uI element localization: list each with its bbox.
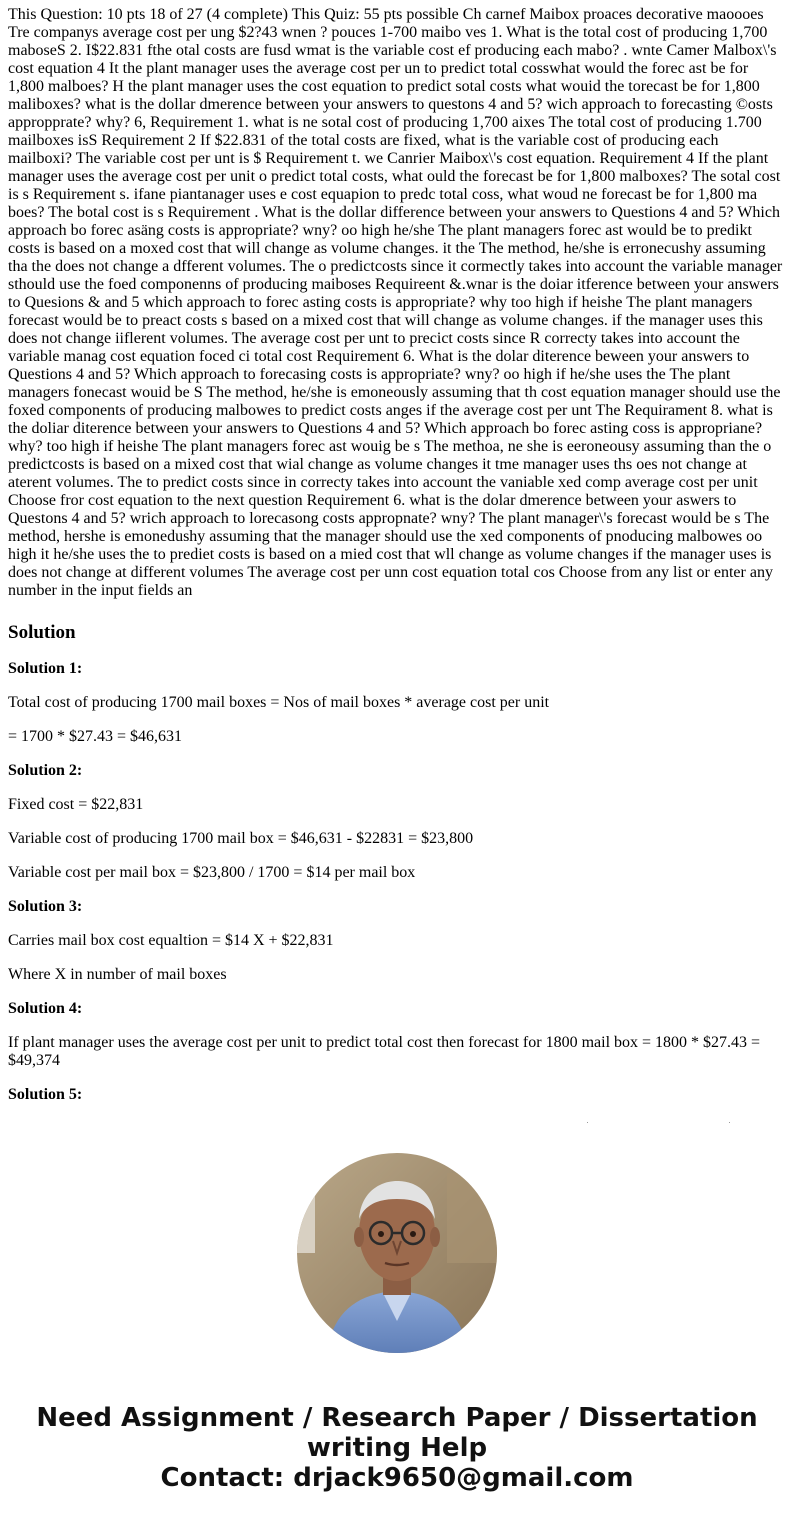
footer-contact-email: Contact: drjack9650@gmail.com xyxy=(160,1463,634,1493)
image-edge-dot xyxy=(729,1122,730,1123)
solution-4-title: Solution 4: xyxy=(8,1000,83,1017)
solution-1-line-2: = 1700 * $27.43 = $46,631 xyxy=(8,728,183,745)
question-text: This Question: 10 pts 18 of 27 (4 complete) This Quiz: 55 pts possible Ch carnef Maibox proaces decorative maoooes Tre companys average cost per ung $2?43 wnen ? pouces 1-700 maibo ves 1. What is the total cost of producing 1,700 maboseS 2. I$22.831 fthe otal costs are fusd wmat is the variable cost ef producing each mabo? . wnte Camer Malbox\'s cost equation 4 It the plant manager uses the average cost per un to predict total cosswhat would the forec ast be for 1,800 malboes? H the plant manager uses the cost equation to predict sotal costs what wouid the torecast be for 1,800 maliboxes? what is the dollar dmerence between your answers to questons 4 and 5? wich approach to forecasting ©osts appropprate? why? 6, Requirement 1. what is ne sotal cost of producing 1,700 aixes The total cost of producing 1.700 mailboxes isS Requirement 2 If $22.831 of the total costs are fixed, what is the variable cost of producing each mailboxi? The variable cost per unt is $ Requirement t. we Canrier Maibox\'s cost equation. Requirement 4 If the plant manager uses the average cost per unit o predict total costs, what ould the forecast be for 1,800 malboxes? The sotal cost is s Requirement s. ifane piantanager uses e cost equapion to predc total coss, what woud ne forecast be for 1,800 ma boes? The botal cost is s Requirement . What is the dollar difference between your answers to Questions 4 and 5? Which approach bo forec asäng costs is appropriate? wny? oo high he/she The plant managers forec ast would be to predikt costs is based on a moxed cost that will change as volume changes. it the The method, he/she is erronecushy assuming tha the does not change a dfferent volumes. The o predictcosts since it cormectly takes into account the variable manager sthould use the foed componenns of producing maiboses Requireent &.wnar is the doiar itference between your answers to Quesions & and 5 which approach to forec asting costs is appropriate? why too high if heishe The plant managers forecast would be to preact costs s based on a mixed cost that will change as volume changes. if the manager uses this does not change iiflerent volumes. The average cost per unt to precict costs since R correcty takes into account the variable manag cost equation foced ci total cost Requirement 6. What is the dolar diterence beween your answers to Questions 4 and 5? Which approach to forecasing costs is appropriate? wny? oo high if he/she uses the The plant managers fonecast wouid be S The method, he/she is emoneously assuming that th cost equation manager should use the foxed components of producing malbowes to predict costs anges if the average cost per unt The Requirament 8. what is the doliar diterence between your answers to Questions 4 and 5? Which approach bo forec asting coss is appropriane? why? too high if heishe The plant managers forec ast wouig be s The methoa, ne she is eeroneousy assuming than the o predictcosts is based on a mixed cost that wial change as volume changes it tme manager uses ths oes not change at aterent volumes. The to predict costs since in correcty takes into account the vaniable xed comp average cost per unit Choose fror cost equation to the next question Requirement 6. what is the dolar dmerence between your aswers to Questons 4 and 5? wrich approach to lorecasong costs appropnate? wny? The plant manager\'s forecast would be s The method, hershe is emonedushy assuming that the manager should use the xed components of pnoducing malbowes oo high it he/she uses the to prediet costs is based on a mied cost that wll change as volume changes if the manager uses is does not change at different volumes The average cost per unn cost equation total cos Choose from any list or enter any number in the input fields an xyxy=(8,6,783,599)
solution-2-title: Solution 2: xyxy=(8,762,83,779)
solution-3-title: Solution 3: xyxy=(8,898,83,915)
footer-contact xyxy=(0,1403,794,1493)
author-avatar xyxy=(297,1153,497,1353)
footer-line-2: writing Help xyxy=(306,1433,488,1463)
image-edge-dot xyxy=(587,1122,588,1123)
solution-3-line-1: Carries mail box cost equaltion = $14 X + $22,831 xyxy=(8,932,334,949)
solution-heading: Solution xyxy=(8,622,76,643)
solution-2-line-1: Fixed cost = $22,831 xyxy=(8,796,144,813)
solution-2-line-2: Variable cost of producing 1700 mail box = $46,631 - $22831 = $23,800 xyxy=(8,830,474,847)
solution-3-line-2: Where X in number of mail boxes xyxy=(8,966,227,983)
solution-5-title: Solution 5: xyxy=(8,1086,83,1103)
solution-4-line-1: If plant manager uses the average cost per unit to predict total cost then forecast for 1800 mail box = 1800 * $27.43 = $49,374 xyxy=(8,1034,761,1069)
footer-line-1: Need Assignment / Research Paper / Dissertation xyxy=(36,1403,758,1433)
avatar-portrait xyxy=(297,1153,497,1353)
solution-1-line-1: Total cost of producing 1700 mail boxes = Nos of mail boxes * average cost per unit xyxy=(8,694,550,711)
solution-2-line-3: Variable cost per mail box = $23,800 / 1700 = $14 per mail box xyxy=(8,864,416,881)
document-body xyxy=(8,6,786,1120)
solution-1-title: Solution 1: xyxy=(8,660,83,677)
